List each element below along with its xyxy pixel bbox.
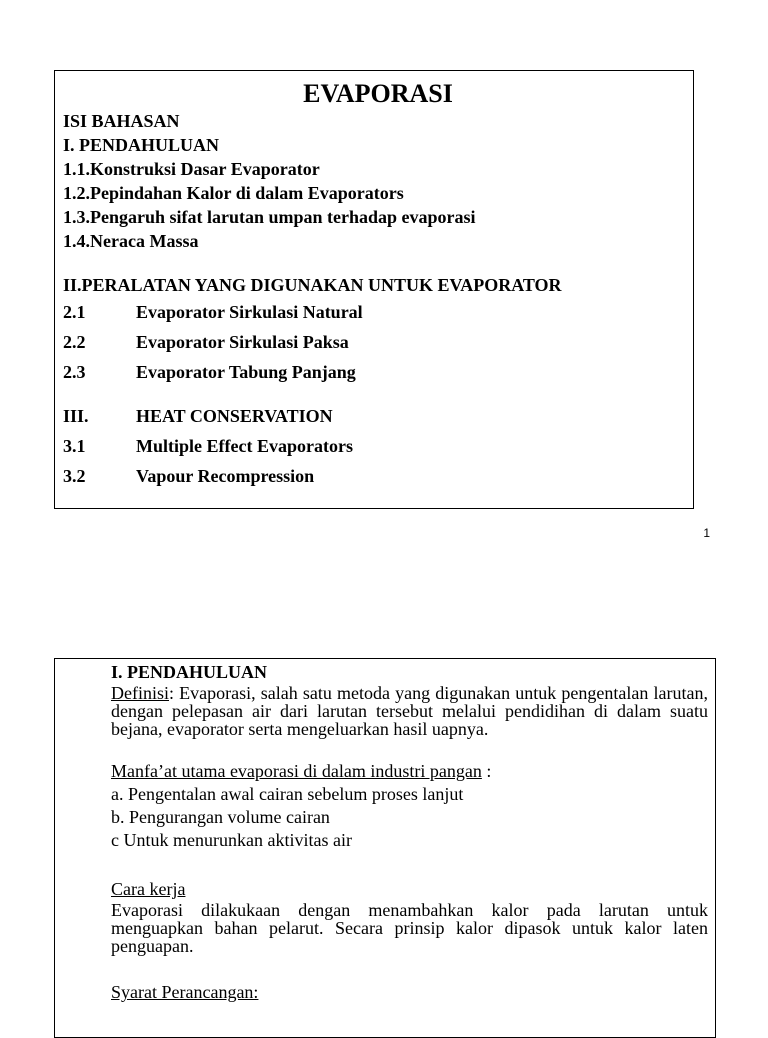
slide-title: EVAPORASI — [303, 79, 453, 108]
item-number: 2.2 — [63, 332, 86, 352]
contents-heading: ISI BAHASAN — [63, 111, 180, 131]
page-number: 1 — [703, 526, 710, 540]
contents-slide — [54, 70, 694, 509]
section-3-heading — [63, 401, 693, 431]
list-item: b. Pengurangan volume cairan — [111, 807, 330, 827]
item-number: 3.1 — [63, 436, 86, 456]
contents-item-1-4: 1.4.Neraca Massa — [63, 231, 199, 251]
item-text: Evaporator Tabung Panjang — [136, 362, 356, 382]
contents-item-1-3: 1.3.Pengaruh sifat larutan umpan terhadap evaporasi — [63, 207, 476, 227]
contents-item-3-2 — [63, 461, 693, 491]
item-text: Multiple Effect Evaporators — [136, 436, 353, 456]
item-text: Evaporator Sirkulasi Natural — [136, 302, 363, 322]
definition-label: Definisi — [111, 683, 169, 703]
item-number: III. — [63, 406, 89, 426]
section-2-heading: II.PERALATAN YANG DIGUNAKAN UNTUK EVAPORATOR — [63, 275, 562, 295]
slide-title: I. PENDAHULUAN — [111, 662, 268, 682]
contents-item-2-3 — [63, 357, 693, 387]
list-item: a. Pengentalan awal cairan sebelum proses lanjut — [111, 784, 464, 804]
contents-item-1-1: 1.1.Konstruksi Dasar Evaporator — [63, 159, 320, 179]
section-1-heading: I. PENDAHULUAN — [63, 135, 220, 155]
introduction-slide — [54, 658, 716, 1038]
item-text: HEAT CONSERVATION — [136, 406, 333, 426]
item-number: 2.3 — [63, 362, 86, 382]
contents-item-3-1 — [63, 431, 693, 461]
definition-paragraph — [111, 684, 708, 738]
list-item: c Untuk menurunkan aktivitas air — [111, 830, 352, 850]
contents-item-2-2 — [63, 327, 693, 357]
item-text: Vapour Recompression — [136, 466, 315, 486]
method-heading: Cara kerja — [111, 879, 186, 899]
design-heading: Syarat Perancangan: — [111, 982, 259, 1002]
item-text: Evaporator Sirkulasi Paksa — [136, 332, 349, 352]
contents-item-1-2: 1.2.Pepindahan Kalor di dalam Evaporators — [63, 183, 404, 203]
method-paragraph: Evaporasi dilakukaan dengan menambahkan kalor pada larutan untuk menguapkan bahan pelarut. Secara prinsip kalor dipasok untuk kalor laten penguapan. — [111, 900, 708, 956]
item-number: 3.2 — [63, 466, 86, 486]
item-number: 2.1 — [63, 302, 86, 322]
benefits-heading — [111, 760, 708, 783]
benefits-suffix: : — [481, 761, 492, 781]
definition-text: : Evaporasi, salah satu metoda yang digunakan untuk pengentalan larutan, dengan pelepasan air dari larutan tersebut melalui pendidihan di dalam suatu bejana, evaporator serta mengeluarkan hasil uapnya. — [111, 683, 708, 739]
benefits-label: Manfa’at utama evaporasi di dalam industri pangan — [111, 761, 482, 781]
contents-item-2-1 — [63, 297, 693, 327]
